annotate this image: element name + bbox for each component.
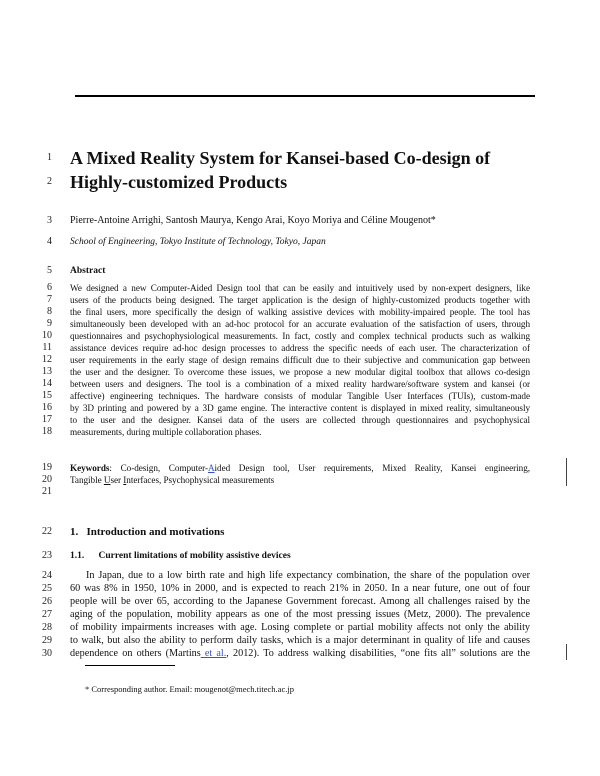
line-number: 27 — [42, 609, 52, 620]
line-number: 13 — [42, 366, 52, 377]
citation-link[interactable]: et al. — [200, 648, 227, 659]
line-number: 11 — [42, 342, 52, 353]
body-text: dependence on others (Martins — [70, 648, 201, 659]
footnote-rule — [85, 665, 175, 666]
line-number: 15 — [42, 390, 52, 401]
section-title: Introduction and motivations — [86, 526, 225, 538]
line-number: 18 — [42, 426, 52, 437]
body-line: aging of the population, mobility appears as one of the most pressing issues (Metz, 2000). The prevalence — [70, 609, 530, 620]
line-number: 21 — [42, 486, 52, 497]
keywords-label: Keywords — [70, 463, 110, 473]
abstract-line: the user and the designer. To overcome these issues, we propose a new modular digital toolbox that allows co-design — [70, 367, 530, 377]
change-bar — [566, 644, 567, 660]
section-heading — [70, 526, 530, 538]
footnote: * Corresponding author. Email: mougenot@mech.titech.ac.jp — [85, 684, 294, 694]
abstract-line: measurements, during multiple collaboration phases. — [70, 427, 262, 437]
keywords-line-1 — [70, 462, 530, 474]
line-number: 8 — [47, 306, 52, 317]
line-number: 9 — [47, 318, 52, 329]
abstract-line: user requirements in the early stage of design remains difficult due to their subjective and communication gap between — [70, 355, 530, 365]
line-number: 6 — [47, 282, 52, 293]
keywords-text: Tangible — [70, 475, 104, 485]
change-bar — [566, 458, 567, 486]
abstract-line: assistance devices require ad-hoc design processes to address the specific needs of each user. The characterization of — [70, 343, 530, 353]
abstract-line: by 3D printing and powered by a 3D game engine. The interactive content is displayed in mixed reality, simultaneously — [70, 403, 530, 413]
line-number: 2 — [47, 176, 52, 187]
line-number: 29 — [42, 635, 52, 646]
body-line: In Japan, due to a low birth rate and high life expectancy combination, the share of the population over — [86, 570, 530, 581]
line-number: 23 — [42, 550, 52, 561]
section-number: 1. — [70, 526, 79, 538]
line-number: 12 — [42, 354, 52, 365]
line-number: 19 — [42, 462, 52, 473]
abstract-line: users of the products being designed. The target application is the design of highly-customized products together with — [70, 295, 530, 305]
body-line — [70, 648, 530, 660]
line-number: 1 — [47, 152, 52, 163]
subsection-heading — [70, 550, 530, 562]
line-number: 14 — [42, 378, 52, 389]
tracked-change-mark: A — [207, 463, 215, 473]
line-number: 5 — [47, 265, 52, 276]
abstract-line: between users and designers. The tool is a combination of a mixed reality hardware/software system and kansei (or — [70, 379, 530, 389]
header-rule — [75, 95, 535, 97]
keywords-text: ided Design tool, User requirements, Mixed Reality, Kansei engineering, — [214, 463, 530, 473]
body-line: of mobility impairments increases with age. Losing complete or partial mobility affects not only the ability — [70, 622, 530, 633]
abstract-heading: Abstract — [70, 266, 106, 276]
keywords-text: : Co-design, Computer- — [109, 463, 208, 473]
line-number: 10 — [42, 330, 52, 341]
keywords-text: ser — [110, 475, 124, 485]
line-number: 3 — [47, 215, 52, 226]
line-number: 26 — [42, 596, 52, 607]
line-number: 24 — [42, 570, 52, 581]
abstract-line: simultaneously been developed with an ad-hoc protocol for an accurate evaluation of the satisfaction of users, through — [70, 319, 530, 329]
line-number: 4 — [47, 236, 52, 247]
keywords-text: nterfaces, Psychophysical measurements — [126, 475, 275, 485]
line-number: 30 — [42, 648, 52, 659]
line-number: 7 — [47, 294, 52, 305]
abstract-line: affective) engineering techniques. The hardware consists of modular Tangible User Interfaces (TUIs), custom-made — [70, 391, 530, 401]
abstract-line: questionnaires and psychophysiological measurements. In fact, costly and complex technical products such as walking — [70, 331, 530, 341]
body-text: , 2012). To address walking disabilities, “one fits all” solutions are the — [226, 648, 530, 659]
subsection-title: Current limitations of mobility assistive devices — [98, 551, 291, 561]
line-number: 16 — [42, 402, 52, 413]
abstract-line: to the user and the designer. Kansei data of the users are collected through questionnaires and psychophysical — [70, 415, 530, 425]
body-line: 60 was 8% in 1950, 10% in 2000, and is expected to reach 21% in 2050. In a near future, one out of four — [70, 583, 530, 594]
line-number: 25 — [42, 583, 52, 594]
abstract-line: We designed a new Computer-Aided Design tool that can be easily and intuitively used by non-expert designers, like — [70, 283, 530, 293]
line-number: 20 — [42, 474, 52, 485]
line-number: 17 — [42, 414, 52, 425]
paper-title-line-2: Highly-customized Products — [70, 172, 288, 192]
subsection-number: 1.1. — [70, 551, 85, 561]
body-line: people will be over 65, according to the Japanese Government forecast. Among all challenges raised by the — [70, 596, 530, 607]
body-line: to walk, but also the ability to perform daily tasks, which is a major determinant in quality of life and causes — [70, 635, 530, 646]
tracked-change-mark: U — [103, 475, 111, 485]
paper-title-line-1: A Mixed Reality System for Kansei-based Co-design of — [70, 148, 491, 168]
tracked-change-mark: I — [123, 475, 127, 485]
abstract-line: the final users, more specifically the design of walking assistive devices with mobility-impaired people. The tool has — [70, 307, 530, 317]
line-number: 22 — [42, 526, 52, 537]
keywords-line-2 — [70, 474, 530, 486]
affiliation: School of Engineering, Tokyo Institute of Technology, Tokyo, Japan — [70, 237, 326, 247]
line-number: 28 — [42, 622, 52, 633]
author-list: Pierre-Antoine Arrighi, Santosh Maurya, Kengo Arai, Koyo Moriya and Céline Mougenot* — [70, 215, 436, 226]
